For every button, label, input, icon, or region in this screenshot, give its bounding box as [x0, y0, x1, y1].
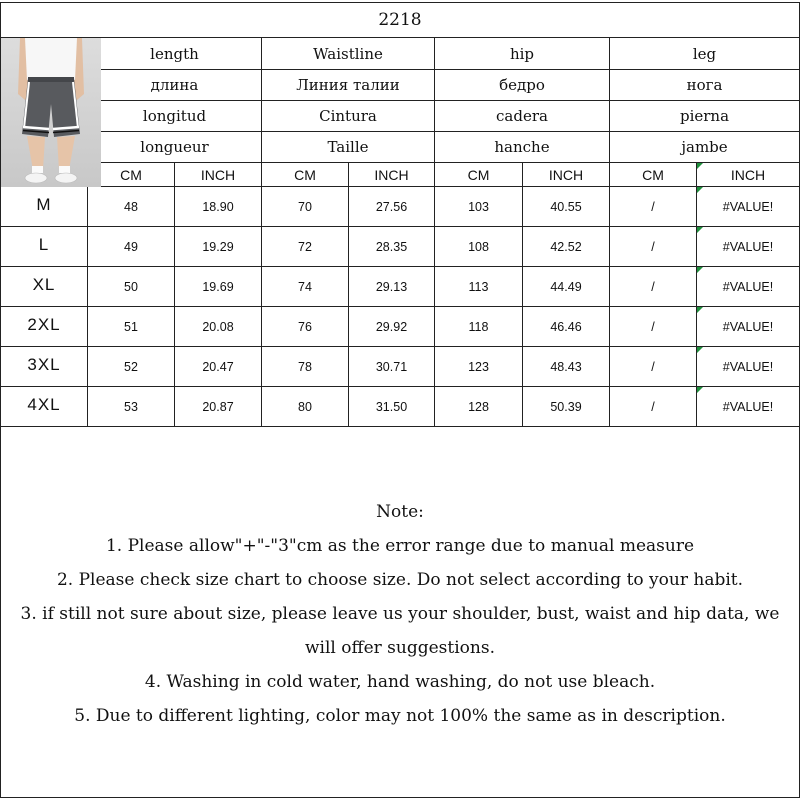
header-waistline: Waistline	[262, 38, 435, 70]
unit-hip-inch: INCH	[523, 163, 610, 187]
unit-length-cm: CM	[88, 163, 175, 187]
right-sock	[59, 166, 70, 173]
header-length: length	[88, 38, 262, 70]
header-waistline-ru: Линия талии	[262, 70, 435, 101]
waistline-cm-value: 70	[262, 187, 349, 227]
size-label: L	[1, 227, 88, 267]
length-cm-value: 49	[88, 227, 175, 267]
leg-cm-value: /	[610, 267, 697, 307]
waistline-cm-value: 72	[262, 227, 349, 267]
waistline-inch-value: 29.92	[349, 307, 435, 347]
leg-cm-value: /	[610, 227, 697, 267]
header-waistline-es: Cintura	[262, 101, 435, 132]
size-label: 4XL	[1, 387, 88, 427]
left-sock	[32, 166, 43, 173]
waistline-cm-value: 78	[262, 347, 349, 387]
leg-inch-value: #VALUE!	[697, 307, 800, 347]
header-leg-fr: jambe	[610, 132, 800, 163]
hip-cm-value: 118	[435, 307, 523, 347]
header-leg: leg	[610, 38, 800, 70]
size-label: 2XL	[1, 307, 88, 347]
header-hip-fr: hanche	[435, 132, 610, 163]
header-length-ru: длина	[88, 70, 262, 101]
hip-inch-value: 46.46	[523, 307, 610, 347]
hip-inch-value: 40.55	[523, 187, 610, 227]
length-inch-value: 20.47	[175, 347, 262, 387]
header-hip: hip	[435, 38, 610, 70]
length-inch-value: 20.87	[175, 387, 262, 427]
leg-inch-value: #VALUE!	[697, 267, 800, 307]
unit-length-inch: INCH	[175, 163, 262, 187]
hip-inch-value: 44.49	[523, 267, 610, 307]
right-shoe	[55, 173, 77, 183]
leg-inch-value: #VALUE!	[697, 387, 800, 427]
waistline-inch-value: 27.56	[349, 187, 435, 227]
header-length-fr: longueur	[88, 132, 262, 163]
waistline-inch-value: 31.50	[349, 387, 435, 427]
model-number-title: 2218	[1, 3, 800, 38]
note-line: 4. Washing in cold water, hand washing, do not use bleach.	[144, 672, 656, 692]
size-label: 3XL	[1, 347, 88, 387]
unit-waistline-inch: INCH	[349, 163, 435, 187]
length-inch-value: 20.08	[175, 307, 262, 347]
leg-inch-value: #VALUE!	[697, 187, 800, 227]
leg-cm-value: /	[610, 187, 697, 227]
product-photo	[1, 38, 101, 187]
length-inch-value: 19.69	[175, 267, 262, 307]
hip-cm-value: 113	[435, 267, 523, 307]
leg-cm-value: /	[610, 387, 697, 427]
waistline-cm-value: 80	[262, 387, 349, 427]
header-hip-es: cadera	[435, 101, 610, 132]
waistline-inch-value: 28.35	[349, 227, 435, 267]
hip-cm-value: 103	[435, 187, 523, 227]
note-line: 5. Due to different lighting, color may not 100% the same as in description.	[74, 706, 726, 726]
length-inch-value: 18.90	[175, 187, 262, 227]
length-cm-value: 50	[88, 267, 175, 307]
length-cm-value: 48	[88, 187, 175, 227]
waistline-inch-value: 29.13	[349, 267, 435, 307]
size-label: M	[1, 187, 88, 227]
waistline-inch-value: 30.71	[349, 347, 435, 387]
unit-hip-cm: CM	[435, 163, 523, 187]
unit-leg-inch: INCH	[697, 163, 800, 187]
waistline-cm-value: 76	[262, 307, 349, 347]
hip-cm-value: 108	[435, 227, 523, 267]
left-shoe	[25, 173, 47, 183]
size-chart-table	[0, 2, 800, 427]
waistband	[28, 77, 74, 82]
header-leg-es: pierna	[610, 101, 800, 132]
waistline-cm-value: 74	[262, 267, 349, 307]
product-photo-cell	[1, 38, 88, 187]
leg-cm-value: /	[610, 307, 697, 347]
note-line: 3. if still not sure about size, please leave us your shoulder, bust, waist and hip data, we	[20, 604, 780, 624]
notes-section	[0, 427, 800, 798]
note-line: will offer suggestions.	[305, 638, 495, 658]
header-waistline-fr: Taille	[262, 132, 435, 163]
leg-cm-value: /	[610, 347, 697, 387]
hip-cm-value: 123	[435, 347, 523, 387]
unit-waistline-cm: CM	[262, 163, 349, 187]
note-line: 1. Please allow"+"-"3"cm as the error range due to manual measure	[105, 536, 695, 556]
length-inch-value: 19.29	[175, 227, 262, 267]
leg-inch-value: #VALUE!	[697, 347, 800, 387]
header-leg-ru: нога	[610, 70, 800, 101]
length-cm-value: 51	[88, 307, 175, 347]
note-line: 2. Please check size chart to choose size. Do not select according to your habit.	[56, 570, 744, 590]
header-hip-ru: бедро	[435, 70, 610, 101]
shirt	[25, 38, 77, 80]
notes-heading: Note:	[376, 502, 424, 522]
unit-leg-cm: CM	[610, 163, 697, 187]
hip-inch-value: 42.52	[523, 227, 610, 267]
hip-inch-value: 50.39	[523, 387, 610, 427]
hip-cm-value: 128	[435, 387, 523, 427]
length-cm-value: 52	[88, 347, 175, 387]
leg-inch-value: #VALUE!	[697, 227, 800, 267]
hip-inch-value: 48.43	[523, 347, 610, 387]
length-cm-value: 53	[88, 387, 175, 427]
size-label: XL	[1, 267, 88, 307]
header-length-es: longitud	[88, 101, 262, 132]
